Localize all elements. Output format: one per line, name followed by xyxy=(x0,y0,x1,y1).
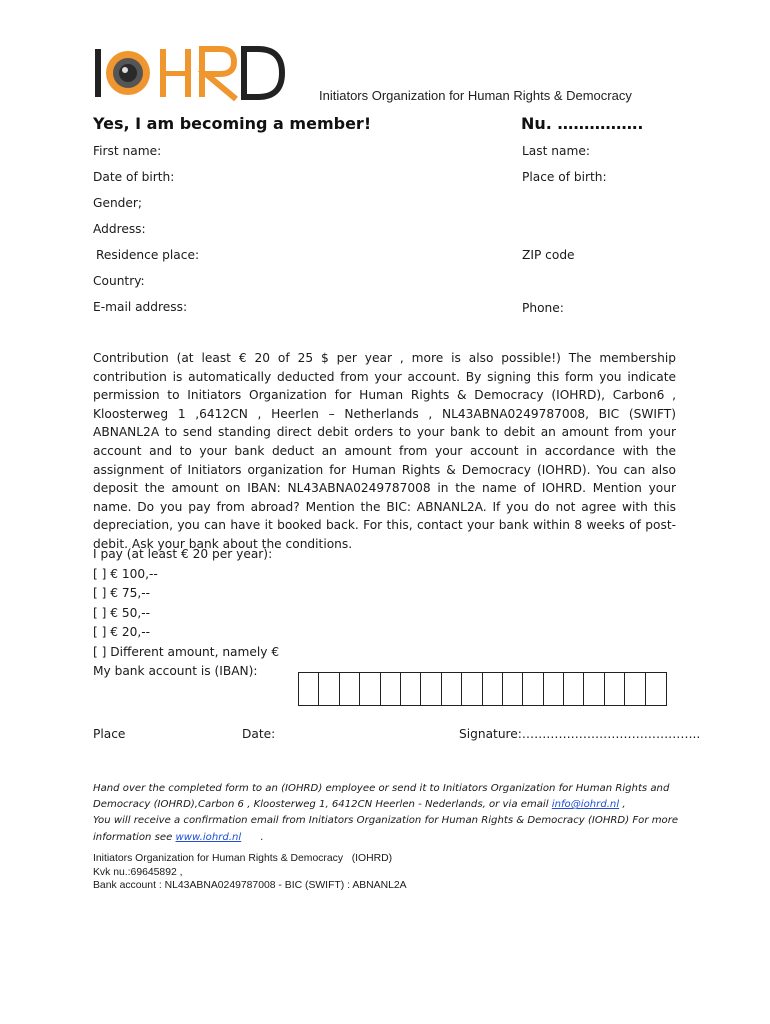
org-line: Initiators Organization for Human Rights & Democracy (IOHRD) xyxy=(93,853,393,864)
iban-cell[interactable] xyxy=(503,673,523,705)
option-different-amount[interactable]: [ ] Different amount, namely € xyxy=(93,644,280,659)
iban-cell[interactable] xyxy=(360,673,380,705)
iban-cell[interactable] xyxy=(462,673,482,705)
option-20[interactable]: [ ] € 20,-- xyxy=(93,625,151,639)
iohrd-logo xyxy=(94,45,286,101)
instructions-line-2: Democracy (IOHRD),Carbon 6 , Kloosterweg 1, 6412CN Heerlen - Nederlands, or via email info@iohrd.nl , xyxy=(93,799,626,811)
iban-cell[interactable] xyxy=(564,673,584,705)
instructions-line-4: information see www.iohrd.nl . xyxy=(93,831,264,843)
iban-cell[interactable] xyxy=(381,673,401,705)
instructions-line-3: You will receive a confirmation email from Initiators Organization for Human Rights & Democracy (IOHRD) For more xyxy=(93,815,679,827)
bank-account: Bank account : NL43ABNA0249787008 - BIC (SWIFT) : ABNANL2A xyxy=(93,880,407,891)
zip-code-field[interactable]: ZIP code xyxy=(522,248,575,262)
iban-cell[interactable] xyxy=(421,673,441,705)
member-number: Nu. ……………. xyxy=(521,114,644,133)
form-title: Yes, I am becoming a member! xyxy=(93,114,372,133)
email-link[interactable]: info@iohrd.nl xyxy=(551,799,620,811)
iban-cell[interactable] xyxy=(544,673,564,705)
iban-cell[interactable] xyxy=(605,673,625,705)
iban-cell[interactable] xyxy=(625,673,645,705)
iban-cell[interactable] xyxy=(340,673,360,705)
signature-field[interactable]: Signature:…………………………………….. xyxy=(459,727,701,741)
iban-input-grid[interactable] xyxy=(298,672,667,706)
address-field[interactable]: Address: xyxy=(93,222,146,236)
iban-label: My bank account is (IBAN): xyxy=(93,664,258,678)
iban-cell[interactable] xyxy=(523,673,543,705)
iban-cell[interactable] xyxy=(319,673,339,705)
payment-options xyxy=(93,545,279,682)
iban-cell[interactable] xyxy=(401,673,421,705)
email-field[interactable]: E-mail address: xyxy=(93,300,188,314)
first-name-field[interactable]: First name: xyxy=(93,144,162,158)
iban-cell[interactable] xyxy=(584,673,604,705)
submission-instructions xyxy=(93,781,683,846)
instructions-line-1: Hand over the completed form to an (IOHRD) employee or send it to Initiators Organization for Human Rights and xyxy=(93,783,670,794)
iban-cell[interactable] xyxy=(299,673,319,705)
organization-details xyxy=(93,852,407,893)
iban-cell[interactable] xyxy=(442,673,462,705)
date-of-birth-field[interactable]: Date of birth: xyxy=(93,170,175,184)
gender-field[interactable]: Gender; xyxy=(93,196,143,210)
last-name-field[interactable]: Last name: xyxy=(522,144,590,158)
payment-intro: I pay (at least € 20 per year): xyxy=(93,547,273,561)
place-of-birth-field[interactable]: Place of birth: xyxy=(522,170,607,184)
date-field[interactable]: Date: xyxy=(242,727,276,741)
residence-field[interactable]: Residence place: xyxy=(96,248,200,262)
country-field[interactable]: Country: xyxy=(93,274,145,288)
website-link[interactable]: www.iohrd.nl xyxy=(175,831,242,843)
option-50[interactable]: [ ] € 50,-- xyxy=(93,605,151,620)
phone-field[interactable]: Phone: xyxy=(522,301,564,315)
iban-cell[interactable] xyxy=(646,673,666,705)
option-100[interactable]: [ ] € 100,-- xyxy=(93,566,158,581)
place-field[interactable]: Place xyxy=(93,727,126,741)
org-name-header: Initiators Organization for Human Rights & Democracy xyxy=(319,88,632,103)
contribution-text: Contribution (at least € 20 of 25 $ per year , more is also possible!) The membership contribution is automatically deducted from your account. By signing this form you indicate permission to Initiators Organization for Human Rights & Democracy (IOHRD), Carbon6 , Kloosterweg 1 ,6412CN , Heerlen – Netherlands , NL43ABNA0249787008, BIC (SWIFT) ABNANL2A to send standing direct debit orders to your bank to debit an amount from your account and to your bank deduct an amount from your account in accordance with the assignment of Initiators organization for Human Rights & Democracy (IOHRD). You can also deposit the amount on IBAN: NL43ABNA0249787008 in the name of IOHRD. Mention your name. Do you pay from abroad? Mention the BIC: ABNANL2A. If you do not agree with this depreciation, you can have it booked back. For this, contact your bank within 8 weeks of post-debit. Ask your bank about the conditions. xyxy=(93,351,676,551)
kvk-number: Kvk nu.:69645892 , xyxy=(93,866,183,878)
iban-cell[interactable] xyxy=(483,673,503,705)
option-75[interactable]: [ ] € 75,-- xyxy=(93,586,151,600)
